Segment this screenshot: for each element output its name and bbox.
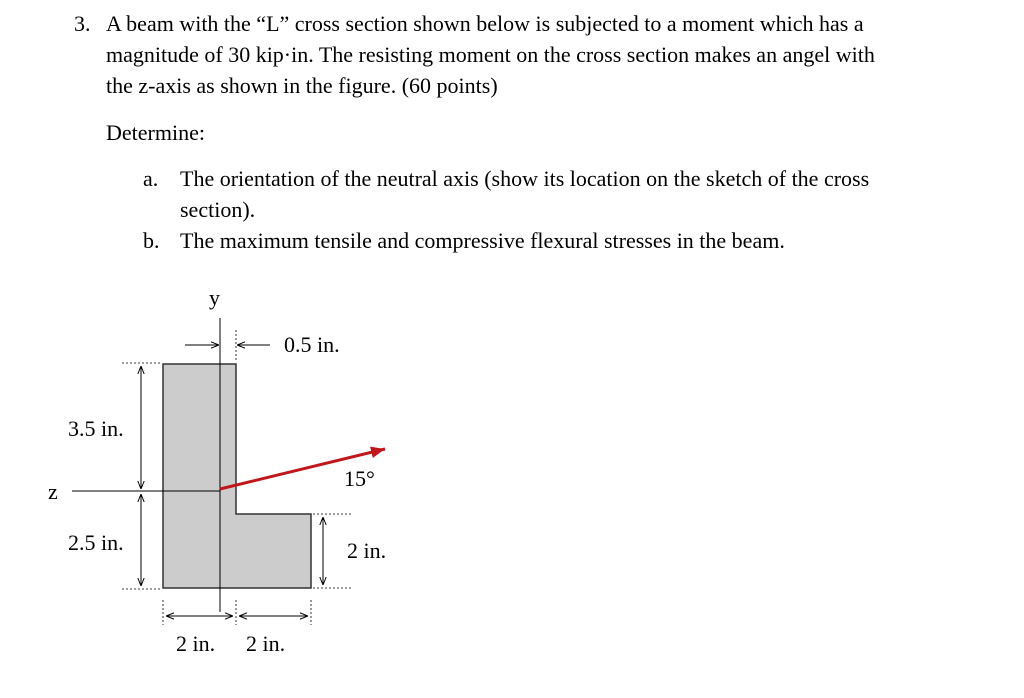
upper-height-label: 3.5 in. xyxy=(68,416,124,441)
task-item-a-line-1: The orientation of the neutral axis (show its location on the sketch of the cross xyxy=(180,166,870,191)
problem-number: 3. xyxy=(74,11,91,36)
flange-height-label: 2 in. xyxy=(347,538,387,563)
lower-height-label: 2.5 in. xyxy=(68,530,124,555)
task-item-b-line-1: The maximum tensile and compressive flexural stresses in the beam. xyxy=(180,228,785,253)
angle-label: 15° xyxy=(344,466,375,491)
left-width-label: 2 in. xyxy=(176,631,216,656)
right-width-label: 2 in. xyxy=(246,631,286,656)
stem-line-3: the z-axis as shown in the figure. (60 points) xyxy=(106,73,498,98)
y-axis-label: y xyxy=(209,285,220,310)
z-axis-label: z xyxy=(48,479,58,504)
stem-line-2: magnitude of 30 kip·in. The resisting moment on the cross section makes an angel with xyxy=(106,42,875,67)
task-item-a-label: a. xyxy=(143,166,159,191)
task-item-a-line-2: section). xyxy=(180,197,256,222)
task-item-b-label: b. xyxy=(143,228,160,253)
stem-line-1: A beam with the “L” cross section shown below is subjected to a moment which has a xyxy=(106,11,864,36)
determine-heading: Determine: xyxy=(106,120,205,145)
l-cross-section xyxy=(163,364,311,588)
web-thickness-label: 0.5 in. xyxy=(284,332,340,357)
